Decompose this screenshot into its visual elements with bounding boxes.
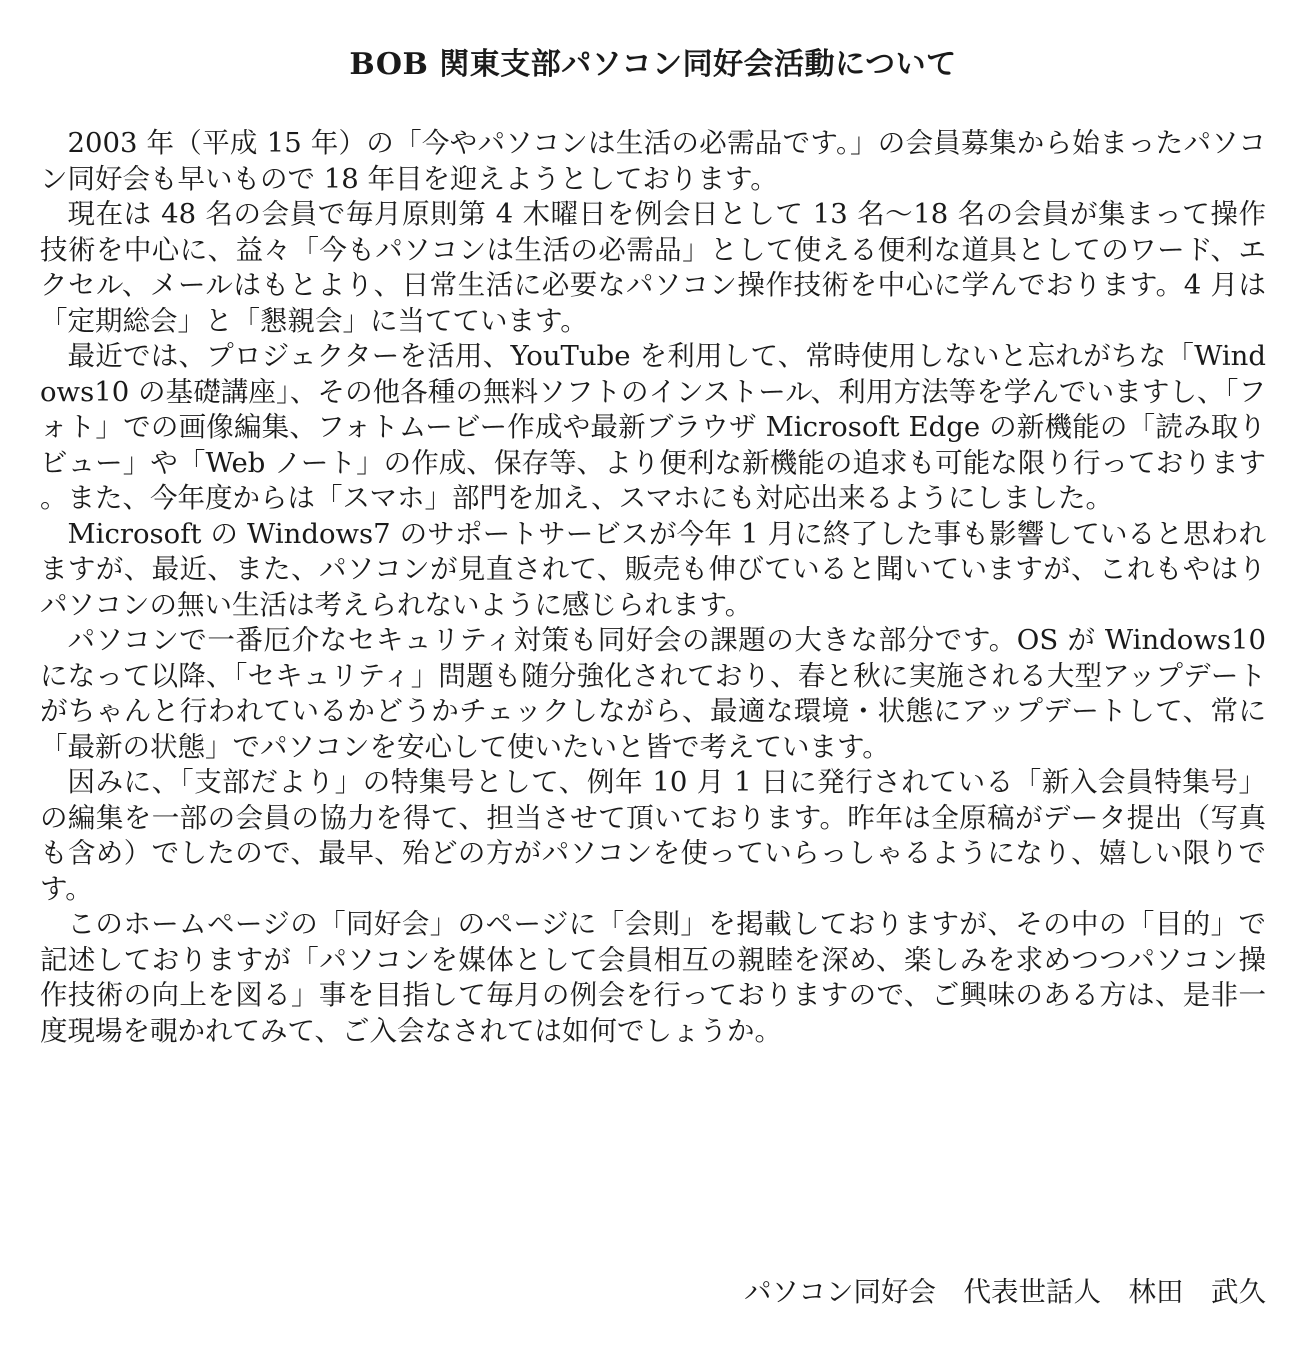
paragraph: Microsoft の Windows7 のサポートサービスが今年 1 月に終了した事も影響していると思われますが、最近、また、パソコンが見直されて、販売も伸びていると聞いていますが、これもやはりパソコンの無い生活は考えられないように感じられます。 [40,517,1266,621]
paragraph: このホームページの「同好会」のページに「会則」を掲載しておりますが、その中の「目的」で記述しておりますが「パソコンを媒体として会員相互の親睦を深め、楽しみを求めつつパソコン操作技術の向上を図る」事を目指して毎月の例会を行っておりますので、ご興味のある方は、是非一度現場を覗かれてみて、ご入会なされては如何でしょうか。 [40,908,1266,1047]
page-title: BOB 関東支部パソコン同好会活動について [349,47,957,82]
document-body [40,126,1266,1049]
paragraph: 2003 年（平成 15 年）の「今やパソコンは生活の必需品です。」の会員募集から始まったパソコン同好会も早いもので 18 年目を迎えようとしております。 [40,127,1266,195]
paragraph: 現在は 48 名の会員で毎月原則第 4 木曜日を例会日として 13 名～18 名の会員が集まって操作技術を中心に、益々「今もパソコンは生活の必需品」として使える便利な道具としてのワード、エクセル、メールはもとより、日常生活に必要なパソコン操作技術を中心に学んでおります。4 月は「定期総会」と「懇親会」に当てています。 [40,198,1266,337]
paragraph: 最近では、プロジェクターを活用、YouTube を利用して、常時使用しないと忘れがちな「Windows10 の基礎講座」、その他各種の無料ソフトのインストール、利用方法等を学んでいますし、「フォト」での画像編集、フォトムービー作成や最新ブラウザ Microsoft Edge の新機能の「読み取りビュー」や「Web ノート」の作成、保存等、より便利な新機能の追求も可能な限り行っております。また、今年度からは「スマホ」部門を加え、スマホにも対応出来るようにしました。 [40,340,1266,514]
signature: パソコン同好会 代表世話人 林田 武久 [744,1276,1266,1308]
document [40,40,1266,1049]
paragraph: 因みに、「支部だより」の特集号として、例年 10 月 1 日に発行されている「新入会員特集号」の編集を一部の会員の協力を得て、担当させて頂いております。昨年は全原稿がデータ提出（写真も含め）でしたので、最早、殆どの方がパソコンを使っていらっしゃるようになり、嬉しい限りです。 [40,766,1266,905]
paragraph: パソコンで一番厄介なセキュリティ対策も同好会の課題の大きな部分です。OS が Windows10 になって以降、「セキュリティ」問題も随分強化されており、春と秋に実施される大型アップデートがちゃんと行われているかどうかチェックしながら、最適な環境・状態にアップデートして、常に「最新の状態」でパソコンを安心して使いたいと皆で考えています。 [40,624,1266,763]
